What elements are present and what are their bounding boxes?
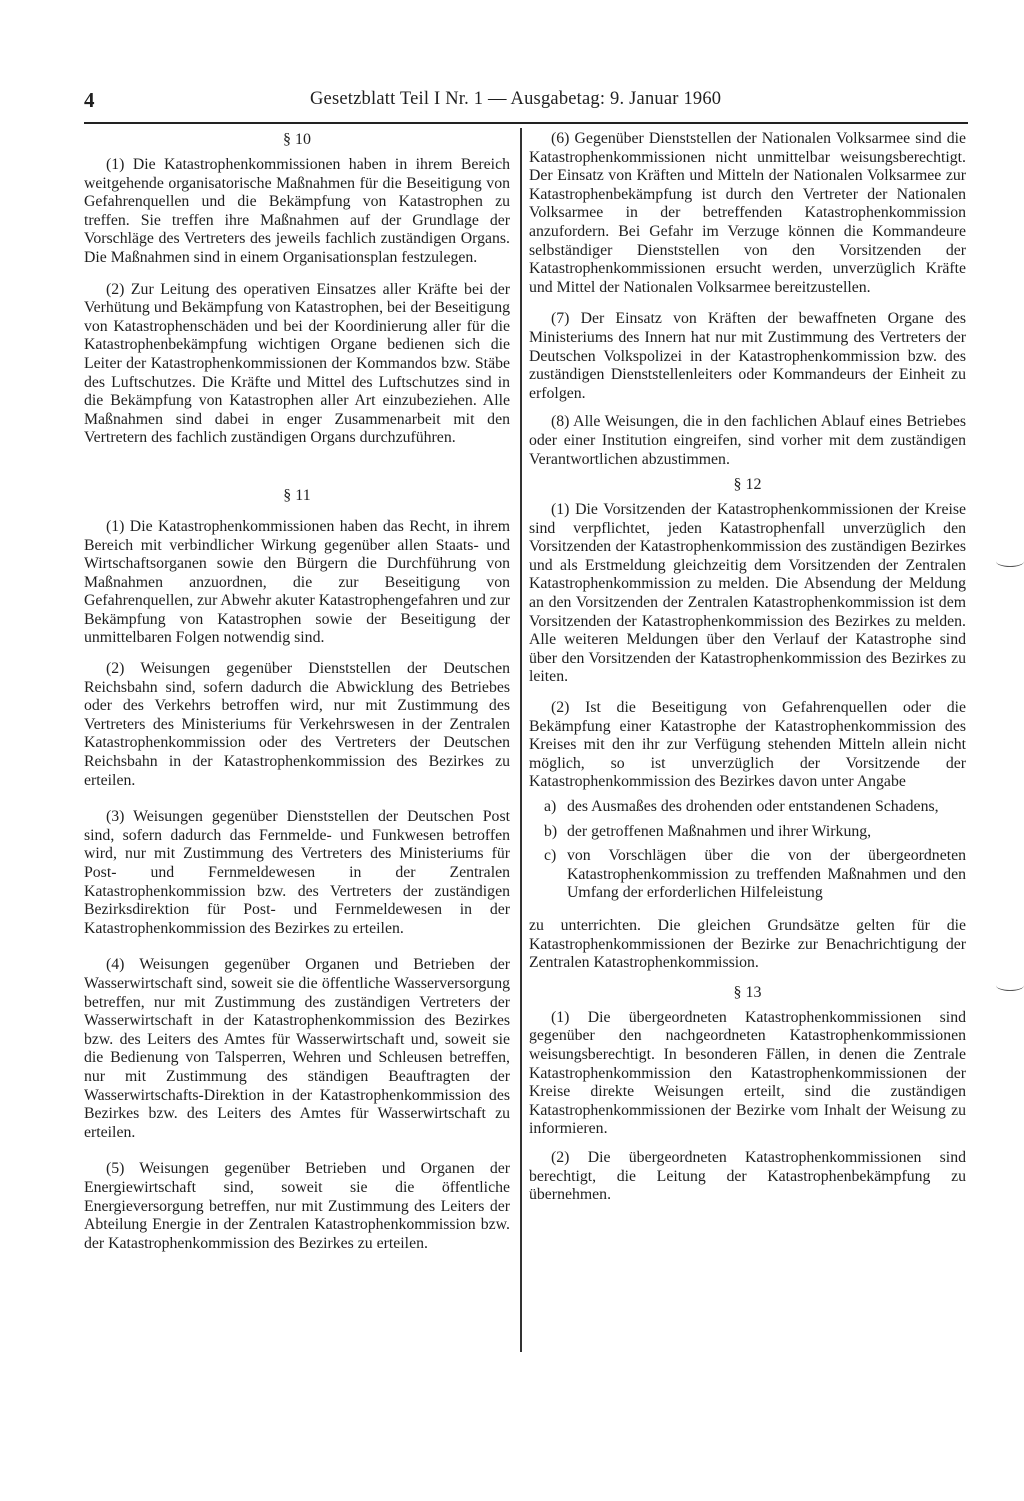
section-heading-11: § 11 (283, 486, 311, 504)
page-number: 4 (84, 88, 95, 112)
paragraph-12-2-continued: zu unterrichten. Die gleichen Grundsätze gelten für die Katastrophenkommissionen der Bezirke zur Benachrichtigung der Zentralen Katastrophenkommission. (529, 916, 966, 972)
header-rule (84, 122, 968, 124)
paragraph-10-2: (2) Zur Leitung des operativen Einsatzes aller Kräfte bei der Verhütung und Bekämpfung von Katastrophen, bei der Beseitigung von Katastrophenschäden und bei der Koordinierung aller für die Katastrophenbekämpfung wichtigen Organe bedienen sich die Leiter der Katastrophenkommissionen der Kommandos bzw. Stäbe des Luftschutzes. Die Kräfte und Mittel des Luftschutzes sind in die Bekämpfung von Katastrophen aller Art einzubeziehen. Alle Maßnahmen sind dabei in enger Zusammenarbeit mit den Vertretern des fachlich zuständigen Organs durchzuführen. (84, 280, 510, 447)
list-item (529, 798, 966, 817)
paragraph-11-8: (8) Alle Weisungen, die in den fachlichen Ablauf eines Betriebes oder einer Institution eingreifen, sind vorher mit dem zuständigen Verantwortlichen abzustimmen. (529, 413, 966, 468)
column-divider (520, 128, 522, 1352)
list-item (529, 847, 966, 903)
right-column (529, 130, 966, 1205)
list-marker: a) (544, 798, 557, 815)
list-item-text: des Ausmaßes des drohenden oder entstandenen Schadens, (567, 798, 939, 815)
paragraph-11-4: (4) Weisungen gegenüber Organen und Betrieben der Wasserwirtschaft sind, soweit sie die öffentliche Wasserversorgung betreffen, nur mit Zustimmung des zuständigen Vertreters der Wasserwirtschaft in der Katastrophenkommission des Bezirkes bzw. des Leiters des Amtes für Wasserwirtschaft und, soweit sie die Bedienung von Talsperren, Wehren und Schleusen betreffen, nur mit Zustimmung des ständigen Beauftragten der Wasserwirtschafts-Direktion in der Katastrophenkommission des Bezirkes bzw. des Leiters des Amtes für Wasserwirtschaft zu erteilen. (84, 956, 510, 1141)
section-heading-12: § 12 (733, 476, 762, 494)
section-heading-13: § 13 (733, 983, 762, 1001)
paragraph-11-3: (3) Weisungen gegenüber Dienststellen der Deutschen Post sind, sofern dadurch das Fernmelde- und Funkwesen betroffen wird, nur mit Zustimmung des Vertreters des Ministeriums für Post- und Fernmeldewesen in der Zentralen Katastrophenkommission bzw. des Vertreters der zuständigen Bezirksdirektion für Post- und Fernmeldewesen in der Katastrophenkommission des Bezirkes zu erteilen. (84, 808, 510, 937)
paragraph-11-5: (5) Weisungen gegenüber Betrieben und Organen der Energiewirtschaft sind, soweit sie die öffentliche Energieversorgung betreffen, nur mit Zustimmung des Leiters der Abteilung Energie in der Zentralen Katastrophenkommission bzw. der Katastrophenkommission des Bezirkes zu erteilen. (84, 1160, 510, 1252)
paragraph-10-1: (1) Die Katastrophenkommissionen haben in ihrem Bereich weitgehende organisatorische Maßnahmen für die Beseitigung von Gefahrenquellen und die Bekämpfung von Katastrophen zu treffen. Sie treffen ihre Maßnahmen auf der Grundlage der Vorschläge des Vertreters des jeweils fachlich zuständigen Organs. Die Maßnahmen sind in einem Organisationsplan festzulegen. (84, 156, 510, 266)
list-item-text: von Vorschlägen über die von der übergeordneten Katastrophenkommission zu treffenden Maßnahmen und den Umfang der erforderlichen Hilfeleistung (567, 847, 966, 902)
paragraph-11-6: (6) Gegenüber Dienststellen der Nationalen Volksarmee sind die Katastrophenkommissionen nicht unmittelbar weisungsberechtigt. Der Einsatz von Kräften und Mitteln der Nationalen Volksarmee zur Katastrophenbekämpfung ist durch den Vertreter der Nationalen Volksarmee in der betreffenden Katastrophenkommission anzufordern. Bei Gefahr im Verzuge können die Kommandeure selbständiger Dienststellen von den Vorsitzenden der Katastrophenkommissionen ersucht werden, unverzüglich Kräfte und Mittel der Nationalen Volksarmee bereitzustellen. (529, 130, 966, 296)
page-header (84, 88, 968, 114)
paragraph-11-7: (7) Der Einsatz von Kräften der bewaffneten Organe des Ministeriums des Innern hat nur mit Zustimmung des Vertreters der Deutschen Volkspolizei in der Katastrophenkommission bzw. des zuständigen Dienststellenleiters oder Kommandeurs der Einheit zu erfolgen. (529, 310, 966, 402)
paragraph-13-2: (2) Die übergeordneten Katastrophenkommissionen sind berechtigt, die Leitung der Katastrophenbekämpfung zu übernehmen. (529, 1148, 966, 1204)
list-marker: b) (544, 822, 558, 840)
list-marker: c) (544, 847, 557, 865)
margin-tick-mark (996, 556, 1024, 567)
paragraph-12-2: (2) Ist die Beseitigung von Gefahrenquellen oder die Bekämpfung einer Katastrophe der Katastrophenkommission des Kreises mit den ihr zur Verfügung stehenden Mitteln allein nicht möglich, so ist unverzüglich der Vorsitzende der Katastrophenkommission des Bezirkes davon unter Angabe (529, 699, 966, 791)
section-heading-10: § 10 (283, 131, 311, 148)
paragraph-12-1: (1) Die Vorsitzenden der Katastrophenkommissionen der Kreise sind verpflichtet, jeden Katastrophenfall unverzüglich den Vorsitzenden der Katastrophenkommission des zuständigen Bezirkes und als Erstmeldung gleichzeitig dem Vorsitzenden der Zentralen Katastrophenkommission zu melden. Die Absendung der Meldung an den Vorsitzenden der Zentralen Katastrophenkommission ist dem Vorsitzenden der Katastrophenkommission des Bezirkes zu melden. Alle weiteren Meldungen über den Verlauf der Katastrophe sind über den Vorsitzenden der Katastrophenkommission des Bezirkes zu leiten. (529, 501, 966, 686)
margin-tick-mark (996, 980, 1024, 991)
paragraph-13-1: (1) Die übergeordneten Katastrophenkommissionen sind gegenüber den nachgeordneten Katastrophenkommissionen weisungsberechtigt. In besonderen Fällen, in denen die Zentrale Katastrophenkommission den Katastrophenkommissionen der Kreise direkte Weisungen erteilt, sind die zuständigen Katastrophenkommissionen der Bezirke vom Inhalt der Weisung zu informieren. (529, 1008, 966, 1138)
list-item (529, 823, 966, 842)
paragraph-11-2: (2) Weisungen gegenüber Dienststellen der Deutschen Reichsbahn sind, sofern dadurch die Abwicklung des Betriebes oder des Verkehrs betroffen wird, nur mit Zustimmung des Vertreters des Ministeriums für Verkehrswesen in der Zentralen Katastrophenkommission oder des Vertreters der Deutschen Reichsbahn in der Katastrophenkommission des Bezirkes zu erteilen. (84, 660, 510, 789)
running-header-title: Gesetzblatt Teil I Nr. 1 — Ausgabetag: 9. Januar 1960 (310, 89, 722, 109)
list-item-text: der getroffenen Maßnahmen und ihrer Wirkung, (567, 822, 872, 840)
paragraph-11-1: (1) Die Katastrophenkommissionen haben das Recht, in ihrem Bereich mit verbindlicher Wirkung gegenüber allen Staats- und Wirtschaftsorganen sowie den Bürgern die Durchführung von Maßnahmen anzuordnen, die zur Beseitigung von Gefahrenquellen, zur Abwehr akuter Katastrophengefahren und zur Bekämpfung von Katastrophen sowie der Beseitigung der unmittelbaren Folgen notwendig sind. (84, 517, 510, 647)
enumeration-list (529, 798, 966, 903)
left-column (84, 130, 510, 1253)
